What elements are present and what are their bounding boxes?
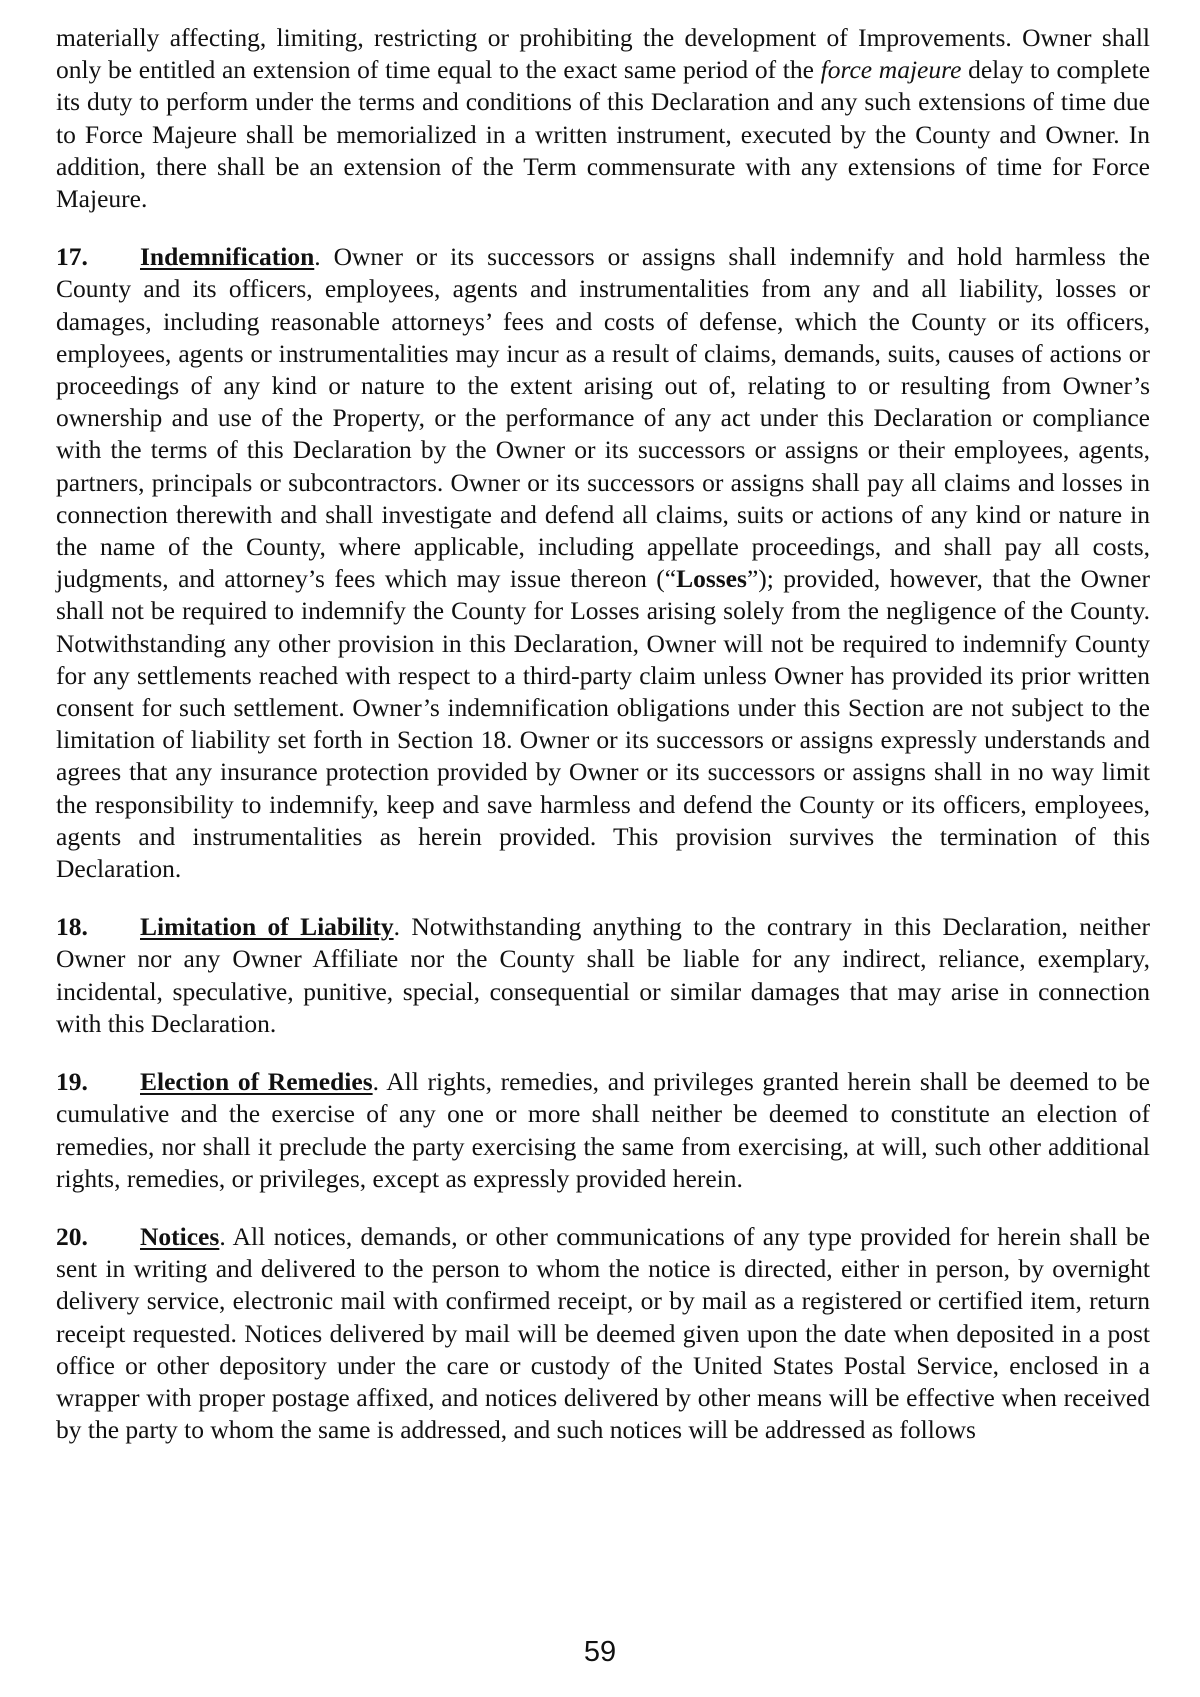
section-20-notices — [56, 1221, 1150, 1446]
section-text: . Notwithstanding anything to the contrary in this Declaration, neither Owner nor any Owner Affiliate nor the County shall be liable for any indirect, reliance, exemplary, incidental, speculative, punitive, special, consequential or similar damages that may arise in connection with this Declaration. — [56, 912, 1150, 1038]
section-17-indemnification — [56, 241, 1150, 885]
section-number: 18. — [56, 912, 88, 942]
section-heading: Limitation of Liability — [140, 912, 394, 942]
paragraph-force-majeure-continuation — [56, 22, 1150, 215]
continuation-text-end: delay to complete its duty to perform under the terms and conditions of this Declaration and any such extensions of time due to Force Majeure shall be memorialized in a written instrument, executed by the County and Owner. In addition, there shall be an extension of the Term commensurate with any extensions of time for Force Majeure. — [56, 55, 1151, 214]
document-page — [56, 22, 1150, 1472]
section-heading: Notices — [140, 1221, 220, 1251]
section-text: . Owner or its successors or assigns shall indemnify and hold harmless the County and its officers, employees, agents and instrumentalities from any and all liability, losses or damages, including reasonable attorneys’ fees and costs of defense, which the County or its officers, employees, agents or instrumentalities may incur as a result of claims, demands, suits, causes of actions or proceedings of any kind or nature to the extent arising out of, relating to or resulting from Owner’s ownership and use of the Property, or the performance of any act under this Declaration or compliance with the terms of this Declaration by the Owner or its successors or assigns or their employees, agents, partners, principals or subcontractors. Owner or its successors or assigns shall pay all claims and losses in connection therewith and shall investigate and defend all claims, suits or actions of any kind or nature in the name of the County, where applicable, including appellate proceedings, and shall pay all costs, judgments, and attorney’s fees which may issue thereon (“ — [56, 242, 1150, 594]
section-text-continued: ”); provided, however, that the Owner shall not be required to indemnify the County for Losses arising solely from the negligence of the County. Notwithstanding any other provision in this Declaration, Owner will not be required to indemnify County for any settlements reached with respect to a third-party claim unless Owner has provided its prior written consent for such settlement. Owner’s indemnification obligations under this Section are not subject to the limitation of liability set forth in Section 18. Owner or its successors or assigns expressly understands and agrees that any insurance protection provided by Owner or its successors or assigns shall in no way limit the responsibility to indemnify, keep and save harmless and defend the County or its officers, employees, agents and instrumentalities as herein provided. This provision survives the termination of this Declaration. — [56, 564, 1150, 884]
section-number: 19. — [56, 1067, 88, 1097]
defined-term-losses: Losses — [676, 564, 747, 594]
section-heading: Election of Remedies — [140, 1067, 373, 1097]
section-number: 20. — [56, 1221, 88, 1251]
section-heading: Indemnification — [140, 242, 315, 272]
continuation-text-start: materially affecting, limiting, restricting or prohibiting the development of Improvements. Owner shall only be entitled an extension of time equal to the exact same period of the — [56, 23, 1150, 85]
page-number: 59 — [583, 1636, 617, 1668]
force-majeure-italic: force majeure — [820, 55, 962, 85]
section-text: . All notices, demands, or other communications of any type provided for herein shall be sent in writing and delivered to the person to whom the notice is directed, either in person, by overnight delivery service, electronic mail with confirmed receipt, or by mail as a registered or certified item, return receipt requested. Notices delivered by mail will be deemed given upon the date when deposited in a post office or other depository under the care or custody of the United States Postal Service, enclosed in a wrapper with proper postage affixed, and notices delivered by other means will be effective when received by the party to whom the same is addressed, and such notices will be addressed as follows — [56, 1221, 1150, 1445]
section-number: 17. — [56, 242, 88, 272]
section-text: . All rights, remedies, and privileges granted herein shall be deemed to be cumulative and the exercise of any one or more shall neither be deemed to constitute an election of remedies, nor shall it preclude the party exercising the same from exercising, at will, such other additional rights, remedies, or privileges, except as expressly provided herein. — [56, 1067, 1151, 1193]
section-18-limitation-of-liability — [56, 911, 1150, 1040]
section-19-election-of-remedies — [56, 1066, 1150, 1195]
